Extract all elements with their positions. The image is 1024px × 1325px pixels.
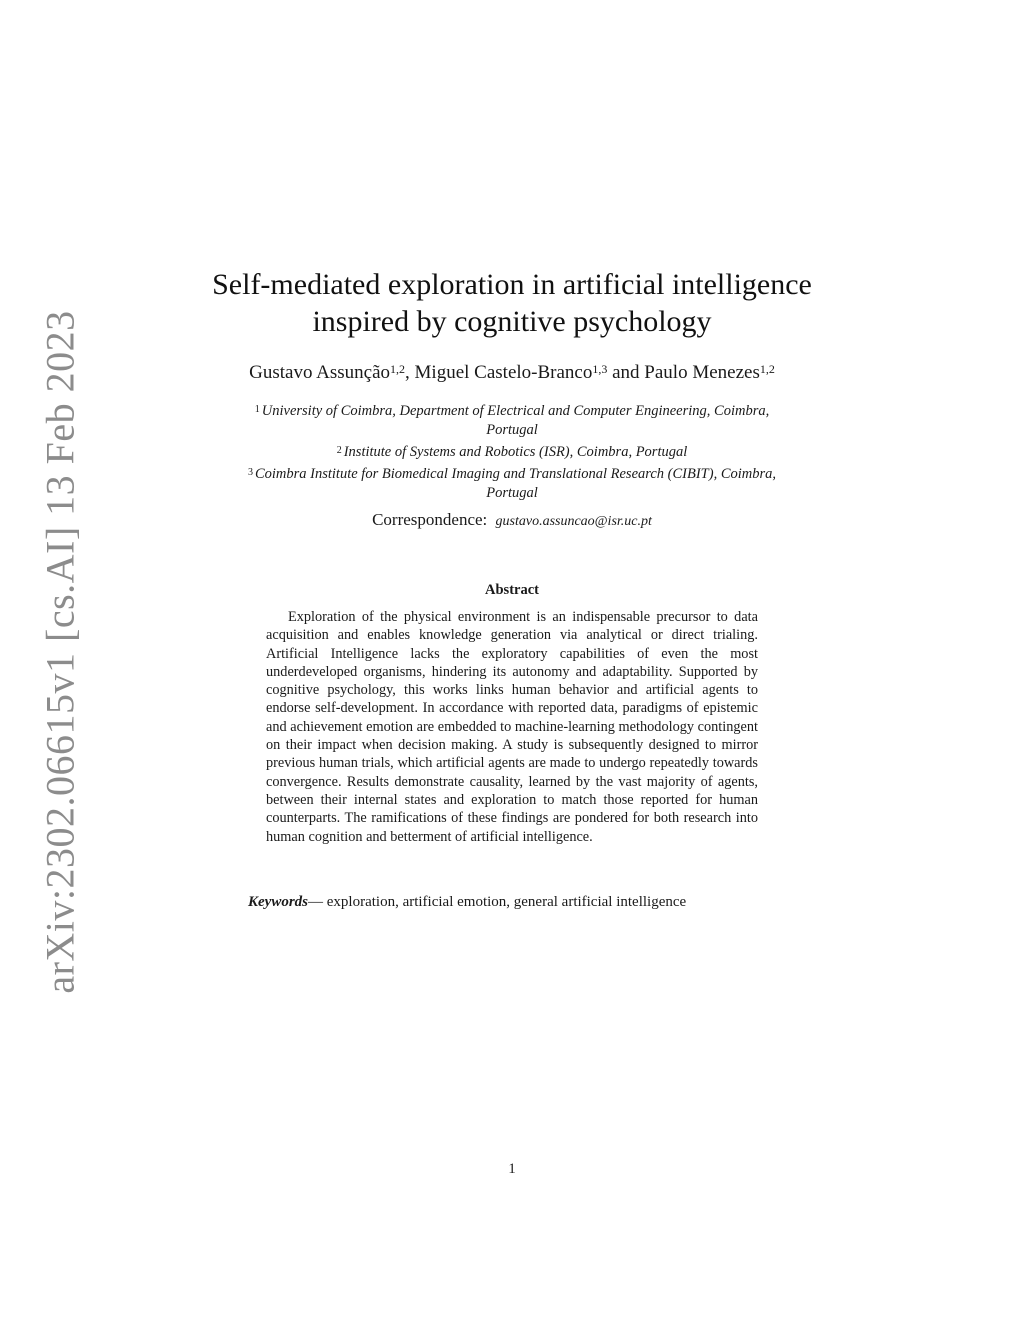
author-name: Miguel Castelo-Branco — [414, 362, 593, 383]
author-affiliation-marker: 1,2 — [390, 362, 406, 376]
keywords-dash: — — [308, 894, 327, 910]
correspondence-line — [0, 510, 1024, 530]
author-name: Paulo Menezes — [644, 362, 760, 383]
affiliation-3 — [230, 465, 794, 503]
abstract-heading: Abstract — [485, 582, 539, 598]
author-separator: , — [405, 362, 415, 383]
author-affiliation-marker: 1,2 — [759, 362, 775, 376]
abstract-text: Exploration of the physical environment is an indispensable precursor to data acquisition and enables knowledge generation via analytical or direct trialing. Artificial Intelligence lacks the exploratory capabilities of even the most underdeveloped organisms, hindering its autonomy and adaptability. Supported by cognitive psychology, this works links human behavior and artificial agents to endorse self-development. In accordance with reported data, paradigms of epistemic and achievement emotion are embedded to machine-learning methodology contingent on their impact when decision making. A study is subsequently designed to mirror previous human trials, which artificial agents are made to undergo repeatedly towards convergence. Results demonstrate causality, learned by the vast majority of agents, between their internal states and exploration to match those reported for human counterparts. The ramifications of these findings are pondered for both research into human cognition and betterment of artificial intelligence. — [266, 609, 758, 845]
page-number: 1 — [508, 1161, 516, 1177]
correspondence-label: Correspondence: — [372, 510, 488, 529]
affiliation-number: 1 — [254, 404, 260, 415]
author-name: Gustavo Assunção — [249, 362, 391, 383]
affiliation-text: Institute of Systems and Robotics (ISR), Coimbra, Portugal — [343, 444, 688, 460]
affiliation-list — [230, 402, 794, 503]
affiliation-2 — [230, 443, 794, 462]
keywords-label: Keywords — [248, 894, 308, 910]
keywords-text: exploration, artificial emotion, general artificial intelligence — [326, 894, 687, 910]
affiliation-number: 2 — [336, 445, 342, 456]
author-list — [0, 361, 1024, 385]
affiliation-text: University of Coimbra, Department of Electrical and Computer Engineering, Coimbra, Portugal — [261, 403, 770, 438]
title-line-2: inspired by cognitive psychology — [312, 305, 712, 338]
keywords-line — [248, 894, 824, 911]
arxiv-identifier-stamp: arXiv:2302.06615v1 [cs.AI] 13 Feb 2023 — [37, 310, 83, 994]
correspondence-email: gustavo.assuncao@isr.uc.pt — [495, 514, 652, 529]
author-affiliation-marker: 1,3 — [592, 362, 608, 376]
affiliation-1 — [230, 402, 794, 440]
affiliation-number: 3 — [247, 467, 253, 478]
paper-title — [0, 266, 1024, 340]
affiliation-text: Coimbra Institute for Biomedical Imaging and Translational Research (CIBIT), Coimbra, Portugal — [254, 466, 777, 501]
title-line-1: Self-mediated exploration in artificial intelligence — [212, 268, 812, 301]
author-separator: and — [607, 362, 645, 383]
